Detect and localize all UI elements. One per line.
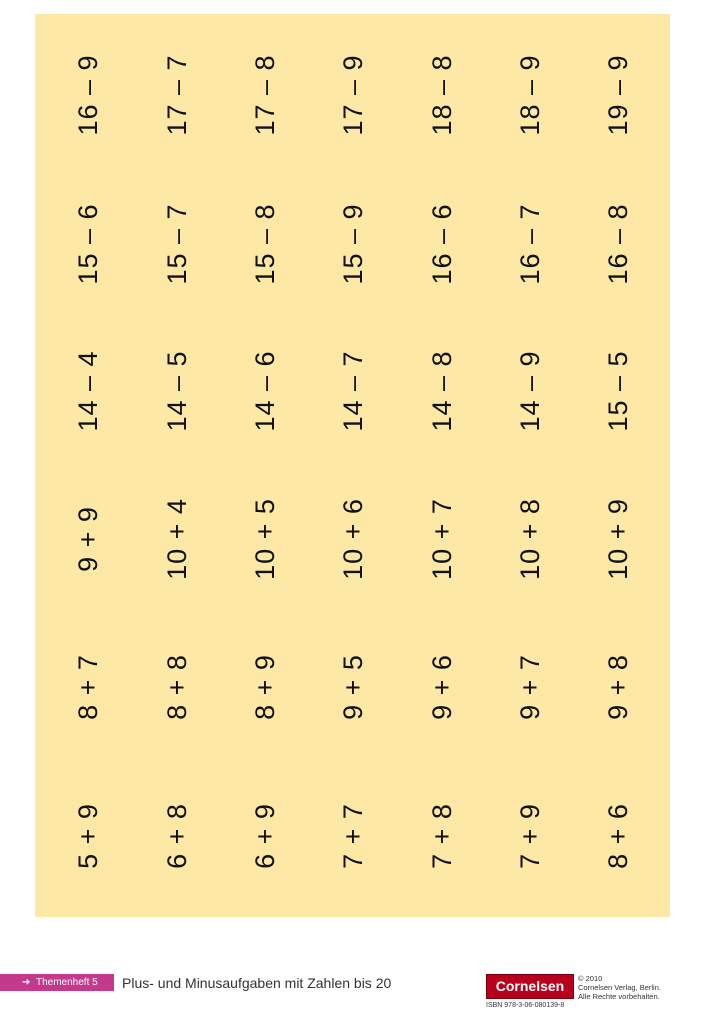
math-card: 16 – 7 bbox=[514, 203, 545, 285]
copyright-line: Alle Rechte vorbehalten. bbox=[578, 992, 660, 1001]
math-card: 19 – 9 bbox=[602, 54, 633, 136]
math-card: 10 + 8 bbox=[514, 498, 545, 580]
math-card: 7 + 9 bbox=[514, 803, 545, 869]
math-card: 10 + 4 bbox=[161, 498, 192, 580]
math-card: 8 + 6 bbox=[602, 803, 633, 869]
copyright-line: Cornelsen Verlag, Berlin. bbox=[578, 983, 661, 992]
math-card: 15 – 7 bbox=[161, 203, 192, 285]
math-card: 17 – 8 bbox=[249, 54, 280, 136]
footer-tag bbox=[0, 974, 114, 991]
math-card: 7 + 8 bbox=[426, 803, 457, 869]
math-card: 9 + 5 bbox=[337, 654, 368, 720]
math-card: 10 + 9 bbox=[602, 498, 633, 580]
card-panel bbox=[35, 14, 670, 917]
math-card: 9 + 9 bbox=[72, 506, 103, 572]
math-card: 6 + 9 bbox=[249, 803, 280, 869]
math-card: 17 – 7 bbox=[161, 54, 192, 136]
math-card: 9 + 8 bbox=[602, 654, 633, 720]
math-card: 5 + 9 bbox=[72, 803, 103, 869]
math-card: 15 – 9 bbox=[337, 203, 368, 285]
math-card: 16 – 8 bbox=[602, 203, 633, 285]
tag-label: Themenheft 5 bbox=[36, 977, 98, 988]
math-card: 9 + 7 bbox=[514, 654, 545, 720]
math-card: 17 – 9 bbox=[337, 54, 368, 136]
math-card: 14 – 5 bbox=[161, 350, 192, 432]
math-card: 14 – 8 bbox=[426, 350, 457, 432]
math-card: 15 – 5 bbox=[602, 350, 633, 432]
copyright-line: © 2010 bbox=[578, 974, 603, 983]
math-card: 14 – 7 bbox=[337, 350, 368, 432]
math-card: 15 – 8 bbox=[249, 203, 280, 285]
math-card: 8 + 9 bbox=[249, 654, 280, 720]
arrow-icon: ➔ bbox=[22, 977, 31, 988]
math-card: 18 – 9 bbox=[514, 54, 545, 136]
footer-title: Plus- und Minusaufgaben mit Zahlen bis 20 bbox=[122, 975, 392, 991]
math-card: 10 + 6 bbox=[337, 498, 368, 580]
math-card: 18 – 8 bbox=[426, 54, 457, 136]
math-card: 8 + 7 bbox=[72, 654, 103, 720]
math-card: 10 + 5 bbox=[249, 498, 280, 580]
isbn: ISBN 978-3-06-080139-8 bbox=[486, 1002, 565, 1009]
math-card: 9 + 6 bbox=[426, 654, 457, 720]
math-card: 15 – 6 bbox=[72, 203, 103, 285]
math-card: 8 + 8 bbox=[161, 654, 192, 720]
math-card: 14 – 4 bbox=[72, 350, 103, 432]
math-card: 7 + 7 bbox=[337, 803, 368, 869]
math-card: 10 + 7 bbox=[426, 498, 457, 580]
math-card: 14 – 9 bbox=[514, 350, 545, 432]
math-card: 6 + 8 bbox=[161, 803, 192, 869]
math-card: 14 – 6 bbox=[249, 350, 280, 432]
math-card: 16 – 6 bbox=[426, 203, 457, 285]
publisher-logo: Cornelsen bbox=[486, 974, 574, 999]
math-card: 16 – 9 bbox=[72, 54, 103, 136]
copyright bbox=[578, 974, 661, 1001]
